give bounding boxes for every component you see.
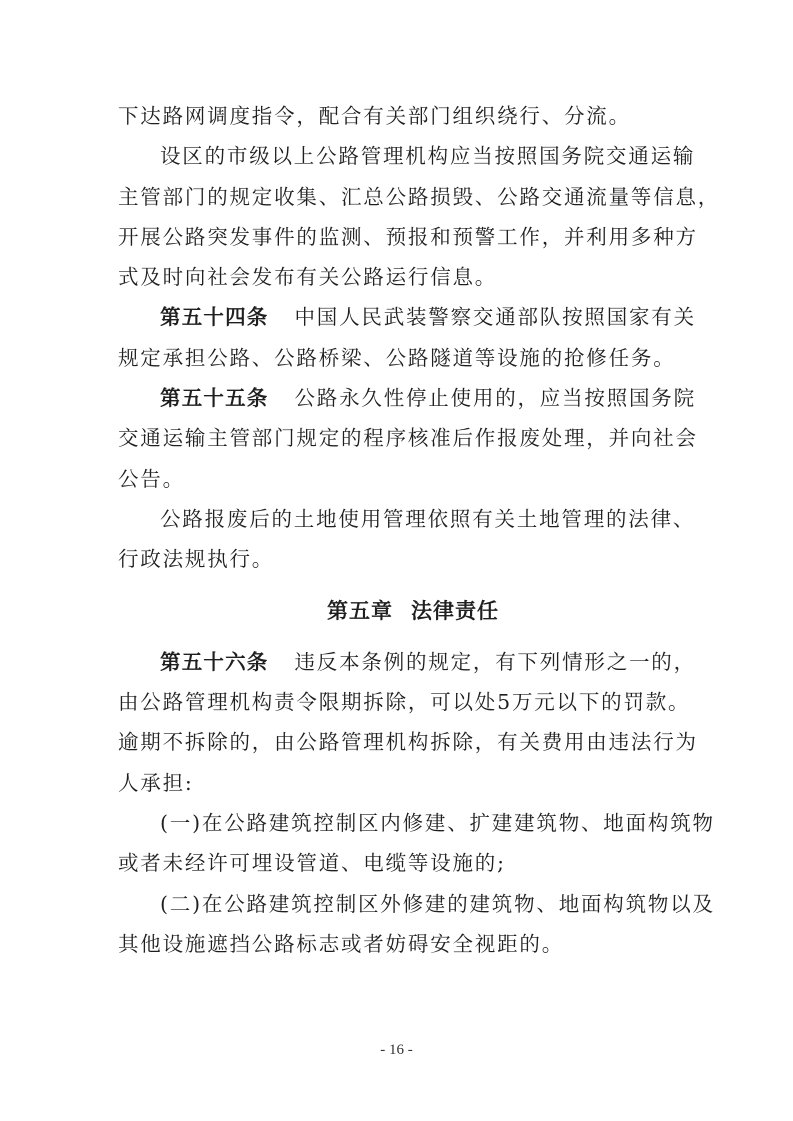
text-line: 交通运输主管部门规定的程序核准后作报废处理，并向社会	[118, 426, 698, 451]
document-body	[118, 96, 721, 964]
page-number: - 16 -	[380, 1042, 413, 1058]
chapter-title: 法律责任	[411, 598, 499, 623]
article-number: 第五十六条	[160, 649, 269, 674]
text-line: 设区的市级以上公路管理机构应当按照国务院交通运输	[160, 144, 696, 169]
text-line: (二)在公路建筑控制区外修建的建筑物、地面构筑物以及	[160, 891, 715, 916]
chapter-number: 第五章	[327, 598, 393, 623]
text-line: 公告。	[118, 466, 185, 491]
text-line: 人承担:	[118, 770, 194, 795]
text-line: 公路报废后的土地使用管理依照有关土地管理的法律、	[160, 506, 696, 531]
text-line: 或者未经许可埋设管道、电缆等设施的;	[118, 851, 506, 876]
article-54	[118, 297, 696, 337]
text-line: (一)在公路建筑控制区内修建、扩建建筑物、地面构筑物	[160, 811, 715, 836]
article-text: 公路永久性停止使用的，应当按照国务院	[294, 386, 696, 411]
text-line: 式及时向社会发布有关公路运行信息。	[118, 265, 498, 290]
article-text: 违反本条例的规定，有下列情形之一的，	[294, 649, 696, 674]
text-line: 其他设施遮挡公路标志或者妨碍安全视距的。	[118, 931, 564, 956]
chapter-heading	[118, 591, 708, 631]
article-number: 第五十四条	[160, 305, 269, 330]
text-line: 逾期不拆除的，由公路管理机构拆除，有关费用由违法行为	[118, 730, 698, 755]
text-line: 主管部门的规定收集、汇总公路损毁、公路交通流量等信息，	[118, 184, 721, 209]
text-line: 由公路管理机构责令限期拆除，可以处5万元以下的罚款。	[118, 690, 691, 715]
article-55	[118, 378, 696, 418]
text-line: 规定承担公路、公路桥梁、公路隧道等设施的抢修任务。	[118, 345, 676, 370]
article-number: 第五十五条	[160, 386, 269, 411]
text-line: 下达路网调度指令，配合有关部门组织绕行、分流。	[118, 104, 631, 128]
text-line: 行政法规执行。	[118, 547, 275, 572]
article-text: 中国人民武装警察交通部队按照国家有关	[294, 305, 696, 330]
article-56	[118, 642, 696, 682]
text-line: 开展公路突发事件的监测、预报和预警工作，并利用多种方	[118, 224, 698, 249]
